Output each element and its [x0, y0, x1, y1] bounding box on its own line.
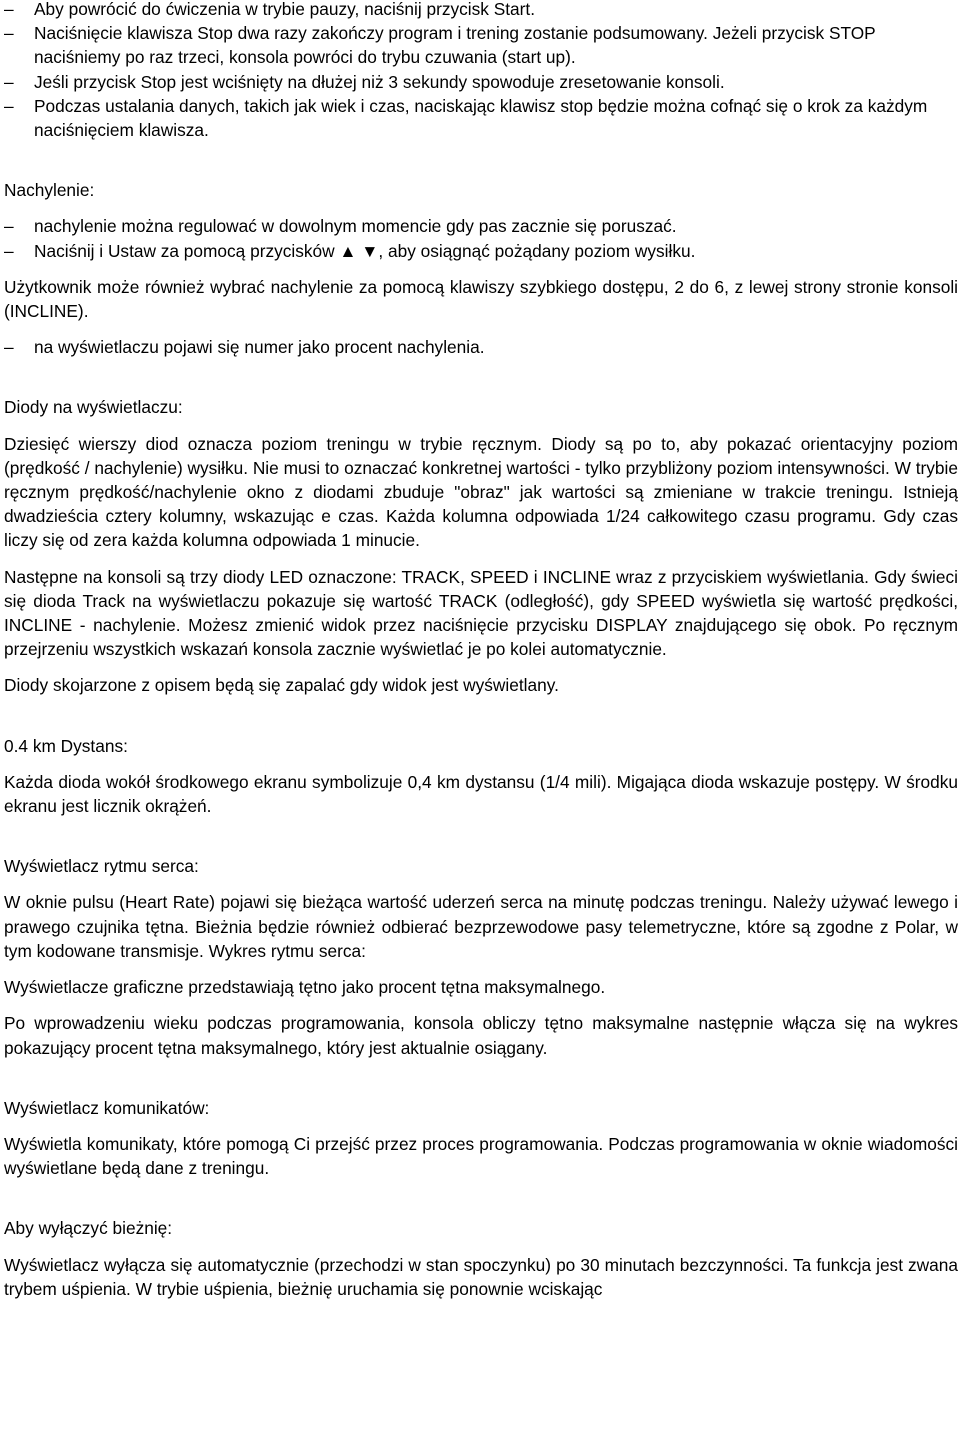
section-heading-nachylenie: Nachylenie:: [4, 180, 95, 201]
dash-bullet: –: [4, 240, 14, 261]
section-heading-diody: Diody na wyświetlaczu:: [4, 397, 183, 418]
list-item-text: na wyświetlaczu pojawi się numer jako procent nachylenia.: [34, 337, 485, 358]
list-item-text: Naciśnij i Ustaw za pomocą przycisków ▲ ▼, aby osiągnąć pożądany poziom wysiłku.: [34, 240, 696, 261]
dash-bullet: –: [4, 95, 14, 116]
list-item: [4, 70, 958, 94]
list-item-text: Aby powrócić do ćwiczenia w trybie pauzy, naciśnij przycisk Start.: [34, 0, 536, 19]
dash-bullet: –: [4, 23, 14, 44]
list-item: [4, 0, 958, 21]
leds-paragraph-3: Diody skojarzone z opisem będą się zapalać gdy widok jest wyświetlany.: [4, 675, 559, 696]
section-heading-komunikaty: Wyświetlacz komunikatów:: [4, 1097, 210, 1118]
messages-paragraph: Wyświetla komunikaty, które pomogą Ci przejść przez proces programowania. Podczas programowania w oknie wiadomości wyświetlane będą dane z treningu.: [4, 1133, 958, 1179]
dash-bullet: –: [4, 71, 14, 92]
heart-rate-paragraph-2: Wyświetlacze graficzne przedstawiają tętno jako procent tętna maksymalnego.: [4, 977, 606, 998]
dash-bullet: –: [4, 0, 14, 19]
list-item: [4, 335, 958, 359]
incline-paragraph: Użytkownik może również wybrać nachylenie za pomocą klawiszy szybkiego dostępu, 2 do 6, z lewej strony stronie konsoli (INCLINE).: [4, 276, 958, 322]
list-item: [4, 94, 958, 142]
list-item: [4, 21, 958, 69]
section-heading-dystans: 0.4 km Dystans:: [4, 735, 128, 756]
dash-bullet: –: [4, 337, 14, 358]
stop-button-list: [4, 0, 958, 142]
list-item-text: nachylenie można regulować w dowolnym momencie gdy pas zacznie się poruszać.: [34, 216, 677, 237]
incline-display-list: [4, 335, 958, 359]
heart-rate-paragraph-3: Po wprowadzeniu wieku podczas programowania, konsola obliczy tętno maksymalne następnie włącza się na wykres pokazujący procent tętna maksymalnego, który jest aktualnie osiągany.: [4, 1013, 958, 1058]
list-item: [4, 239, 958, 263]
document-page: [4, 0, 958, 1301]
heart-rate-paragraph-1: W oknie pulsu (Heart Rate) pojawi się bieżąca wartość uderzeń serca na minutę podczas treningu. Należy używać lewego i prawego czujnika tętna. Bieżnia będzie również odbierać bezprzewodowe pasy telemetryczne, które są zgodne z Polar, w tym kodowane transmisje. Wykres rytmu serca:: [4, 892, 958, 961]
list-item-text: Podczas ustalania danych, takich jak wiek i czas, naciskając klawisz stop będzie można cofnąć się o krok za każdym naciśnięciem klawisza.: [34, 95, 928, 141]
incline-list: [4, 214, 958, 262]
list-item-text: Jeśli przycisk Stop jest wciśnięty na dłużej niż 3 sekundy spowoduje zresetowanie konsoli.: [34, 71, 725, 92]
distance-paragraph: Każda dioda wokół środkowego ekranu symbolizuje 0,4 km dystansu (1/4 mili). Migająca dioda wskazuje postępy. W środku ekranu jest licznik okrążeń.: [4, 771, 958, 817]
dash-bullet: –: [4, 216, 14, 237]
section-heading-tetno: Wyświetlacz rytmu serca:: [4, 856, 199, 877]
leds-paragraph-1: Dziesięć wierszy diod oznacza poziom treningu w trybie ręcznym. Diody są po to, aby pokazać orientacyjny poziom (prędkość / nachylenie) wysiłku. Nie musi to oznaczać konkretnej wartości - tylko przybliżony poziom intensywności. W trybie ręcznym prędkość/nachylenie okno z diodami zbuduje "obraz" jak wartości są zmieniane w trakcie treningu. Istnieją dwadzieścia cztery kolumny, wskazując e czas. Każda kolumna odpowiada 1/24 całkowitego czasu programu. Gdy czas liczy się od zera każda kolumna odpowiada 1 minucie.: [4, 433, 958, 551]
list-item: [4, 214, 958, 238]
shutdown-paragraph: Wyświetlacz wyłącza się automatycznie (przechodzi w stan spoczynku) po 30 minutach bezczynności. Ta funkcja jest zwana trybem uśpienia. W trybie uśpienia, bieżnię uruchamia się ponownie wciskając: [4, 1254, 958, 1299]
section-heading-wylaczanie: Aby wyłączyć bieżnię:: [4, 1218, 173, 1239]
leds-paragraph-2: Następne na konsoli są trzy diody LED oznaczone: TRACK, SPEED i INCLINE wraz z przyciskiem wyświetlania. Gdy świeci się dioda Track na wyświetlaczu pokazuje się wartość TRACK (odległość), gdy SPEED wyświetla się wartość prędkości, INCLINE - nachylenie. Możesz zmienić widok przez naciśnięcie przycisku DISPLAY znajdującego się obok. Po ręcznym przejrzeniu wszystkich wskazań konsola zacznie wyświetlać je po kolei automatycznie.: [4, 566, 958, 660]
list-item-text: Naciśnięcie klawisza Stop dwa razy zakończy program i trening zostanie podsumowany. Jeżeli przycisk STOP naciśniemy po raz trzeci, konsola powróci do trybu czuwania (start up).: [34, 23, 876, 68]
